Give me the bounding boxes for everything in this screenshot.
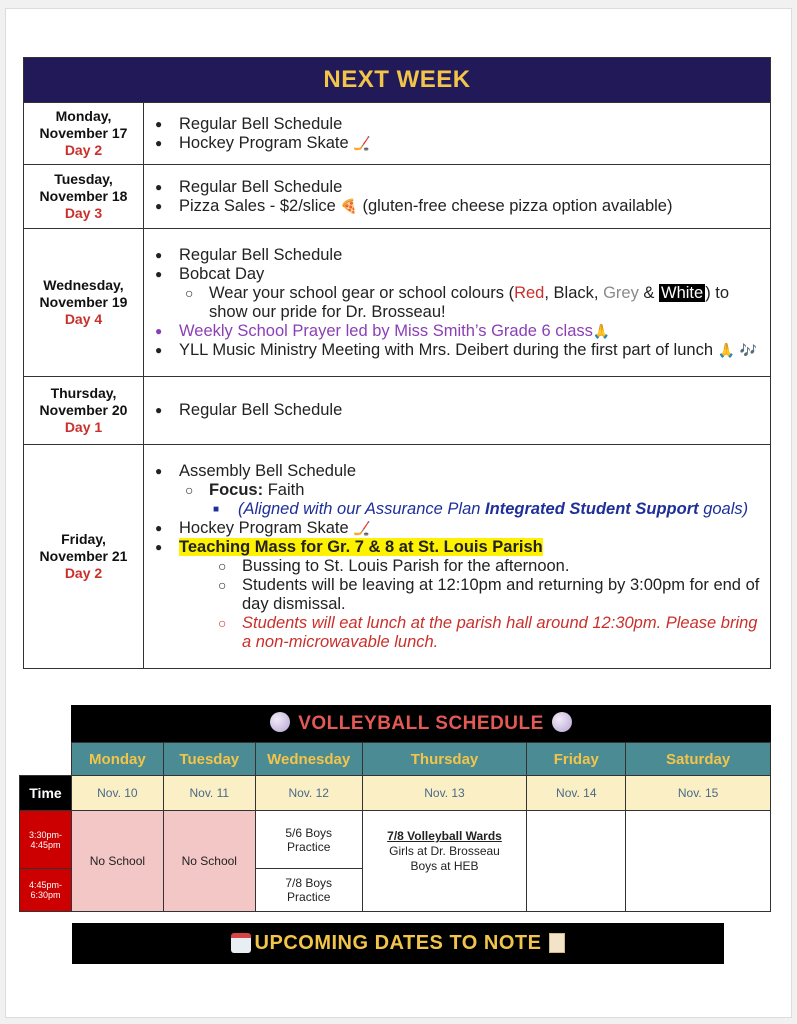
no-school-tuesday: No School: [163, 811, 255, 912]
list-item: ● Teaching Mass for Gr. 7 & 8 at St. Louis Parish: [152, 538, 770, 557]
list-item: ● Hockey Program Skate 🏒: [152, 134, 770, 153]
list-item: ■ (Aligned with our Assurance Plan Integrated Student Support goals): [152, 500, 770, 519]
day-header-friday: Friday: [527, 743, 626, 776]
day-header-thursday: Thursday: [362, 743, 527, 776]
music-notes-icon: 🎶: [739, 341, 758, 358]
list-item: ● Regular Bell Schedule: [152, 115, 770, 134]
day-cell-wednesday: Wednesday, November 19 Day 4: [24, 229, 144, 377]
next-week-title: NEXT WEEK: [24, 58, 771, 103]
list-item: ○ Students will eat lunch at the parish hall around 12:30pm. Please bring a non-microwavable lunch.: [152, 614, 770, 652]
praying-hands-icon: 🙏: [592, 322, 611, 339]
tuesday-events: [144, 165, 771, 229]
no-school-monday: No School: [71, 811, 163, 912]
memo-icon: [549, 933, 565, 953]
date-cell: Nov. 11: [163, 776, 255, 811]
hockey-stick-icon: 🏒: [353, 519, 371, 536]
saturday-empty-cell: [626, 811, 771, 912]
list-item: ● Pizza Sales - $2/slice 🍕 (gluten-free cheese pizza option available): [152, 197, 770, 216]
list-item: ● Regular Bell Schedule: [152, 246, 770, 265]
date-cell: Nov. 14: [527, 776, 626, 811]
time-slot-1: 3:30pm-4:45pm: [20, 811, 72, 869]
list-item: ● Assembly Bell Schedule: [152, 462, 770, 481]
date-cell: Nov. 10: [71, 776, 163, 811]
pizza-icon: 🍕: [340, 197, 358, 214]
volleyball-icon: [270, 712, 290, 732]
date-cell: Nov. 13: [362, 776, 527, 811]
wednesday-events: [144, 229, 771, 377]
list-item: ○ Bussing to St. Louis Parish for the afternoon.: [152, 557, 770, 576]
day-cell-friday: Friday, November 21 Day 2: [24, 445, 144, 669]
friday-events: [144, 445, 771, 669]
list-item: ● Weekly School Prayer led by Miss Smith’s Grade 6 class🙏: [152, 322, 770, 341]
volleyball-schedule-title: VOLLEYBALL SCHEDULE: [71, 705, 771, 742]
volleyball-icon: [552, 712, 572, 732]
day-header-tuesday: Tuesday: [163, 743, 255, 776]
wednesday-slot-2: 7/8 Boys Practice: [255, 869, 362, 912]
day-header-saturday: Saturday: [626, 743, 771, 776]
calendar-icon: [231, 933, 251, 953]
date-cell: Nov. 12: [255, 776, 362, 811]
volleyball-schedule-table: [19, 742, 771, 912]
praying-hands-icon: 🙏: [717, 341, 736, 358]
day-cell-thursday: Thursday, November 20 Day 1: [24, 377, 144, 445]
list-item: ● Hockey Program Skate 🏒: [152, 519, 770, 538]
list-item: ○ Wear your school gear or school colours (Red, Black, Grey & White ) to show our pride for Dr. Brosseau!: [152, 284, 770, 322]
time-label: Time: [20, 776, 72, 811]
list-item: ● Regular Bell Schedule: [152, 401, 770, 420]
wednesday-slot-1: 5/6 Boys Practice: [255, 811, 362, 869]
next-week-table: [23, 57, 771, 669]
day-cell-tuesday: Tuesday, November 18 Day 3: [24, 165, 144, 229]
list-item: ● Regular Bell Schedule: [152, 178, 770, 197]
monday-events: [144, 103, 771, 165]
day-header-wednesday: Wednesday: [255, 743, 362, 776]
thursday-event: 7/8 Volleyball Wards Girls at Dr. Brosseau Boys at HEB: [362, 811, 527, 912]
day-cell-monday: Monday, November 17 Day 2: [24, 103, 144, 165]
hockey-stick-icon: 🏒: [353, 134, 371, 151]
date-cell: Nov. 15: [626, 776, 771, 811]
day-header-monday: Monday: [71, 743, 163, 776]
list-item: ○ Students will be leaving at 12:10pm and returning by 3:00pm for end of day dismissal.: [152, 576, 770, 614]
time-slot-2: 4:45pm-6:30pm: [20, 869, 72, 912]
list-item: ● YLL Music Ministry Meeting with Mrs. Deibert during the first part of lunch 🙏 🎶: [152, 341, 770, 360]
list-item: ○ Focus: Faith: [152, 481, 770, 500]
thursday-events: [144, 377, 771, 445]
list-item: ● Bobcat Day: [152, 265, 770, 284]
upcoming-dates-banner: UPCOMING DATES TO NOTE: [72, 923, 724, 964]
friday-empty-cell: [527, 811, 626, 912]
